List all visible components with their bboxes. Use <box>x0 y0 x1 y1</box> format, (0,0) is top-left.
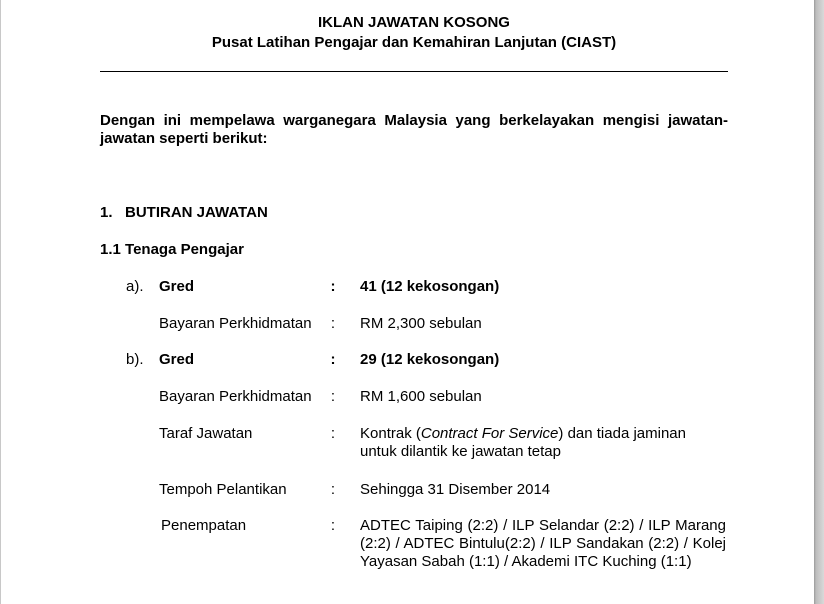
item-b-marker: b). <box>126 351 144 368</box>
colon: : <box>330 481 336 498</box>
subsection-title: 1.1 Tenaga Pengajar <box>100 241 244 258</box>
colon: : <box>330 351 336 368</box>
item-a-bayaran-label: Bayaran Perkhidmatan <box>159 315 312 332</box>
item-a-gred-label: Gred <box>159 278 195 295</box>
intro-paragraph: Dengan ini mempelawa warganegara Malaysia yang berkelayakan mengisi jawatan-jawatan seperti berikut: <box>100 112 728 147</box>
colon: : <box>330 315 336 332</box>
item-b-tempoh-value: Sehingga 31 Disember 2014 <box>360 481 551 498</box>
item-b-gred-label: Gred <box>159 351 195 368</box>
document-title: IKLAN JAWATAN KOSONG <box>318 14 510 31</box>
section-number: 1. <box>100 204 113 221</box>
item-b-taraf-label: Taraf Jawatan <box>159 425 253 442</box>
item-a-gred-value: 41 (12 kekosongan) <box>360 278 500 295</box>
taraf-value-post: ) dan tiada jaminan untuk dilantik ke jawatan tetap <box>360 425 686 460</box>
header-divider <box>100 71 728 72</box>
item-b-bayaran-value: RM 1,600 sebulan <box>360 388 482 405</box>
item-b-gred-value: 29 (12 kekosongan) <box>360 351 500 368</box>
item-b-penempatan-value: ADTEC Taiping (2:2) / ILP Selandar (2:2) / ILP Marang (2:2) / ADTEC Bintulu(2:2) / ILP Sandakan (2:2) / Kolej Yayasan Sabah (1:1) / Akademi ITC Kuching (1:1) <box>360 517 726 570</box>
document-subtitle: Pusat Latihan Pengajar dan Kemahiran Lanjutan (CIAST) <box>211 34 617 51</box>
colon: : <box>330 278 336 295</box>
item-a-bayaran-value: RM 2,300 sebulan <box>360 315 482 332</box>
item-a-marker: a). <box>126 278 144 295</box>
item-b-penempatan-label: Penempatan <box>161 517 247 534</box>
item-b-taraf-value <box>360 425 720 461</box>
section-title: BUTIRAN JAWATAN <box>125 204 268 221</box>
item-b-tempoh-label: Tempoh Pelantikan <box>159 481 287 498</box>
page-right-shadow <box>814 0 824 604</box>
taraf-value-italic: Contract For Service <box>420 425 559 442</box>
colon: : <box>330 517 336 534</box>
page-left-border <box>0 0 1 604</box>
item-b-bayaran-label: Bayaran Perkhidmatan <box>159 388 312 405</box>
colon: : <box>330 388 336 405</box>
colon: : <box>330 425 336 442</box>
taraf-value-pre: Kontrak ( <box>360 425 421 442</box>
